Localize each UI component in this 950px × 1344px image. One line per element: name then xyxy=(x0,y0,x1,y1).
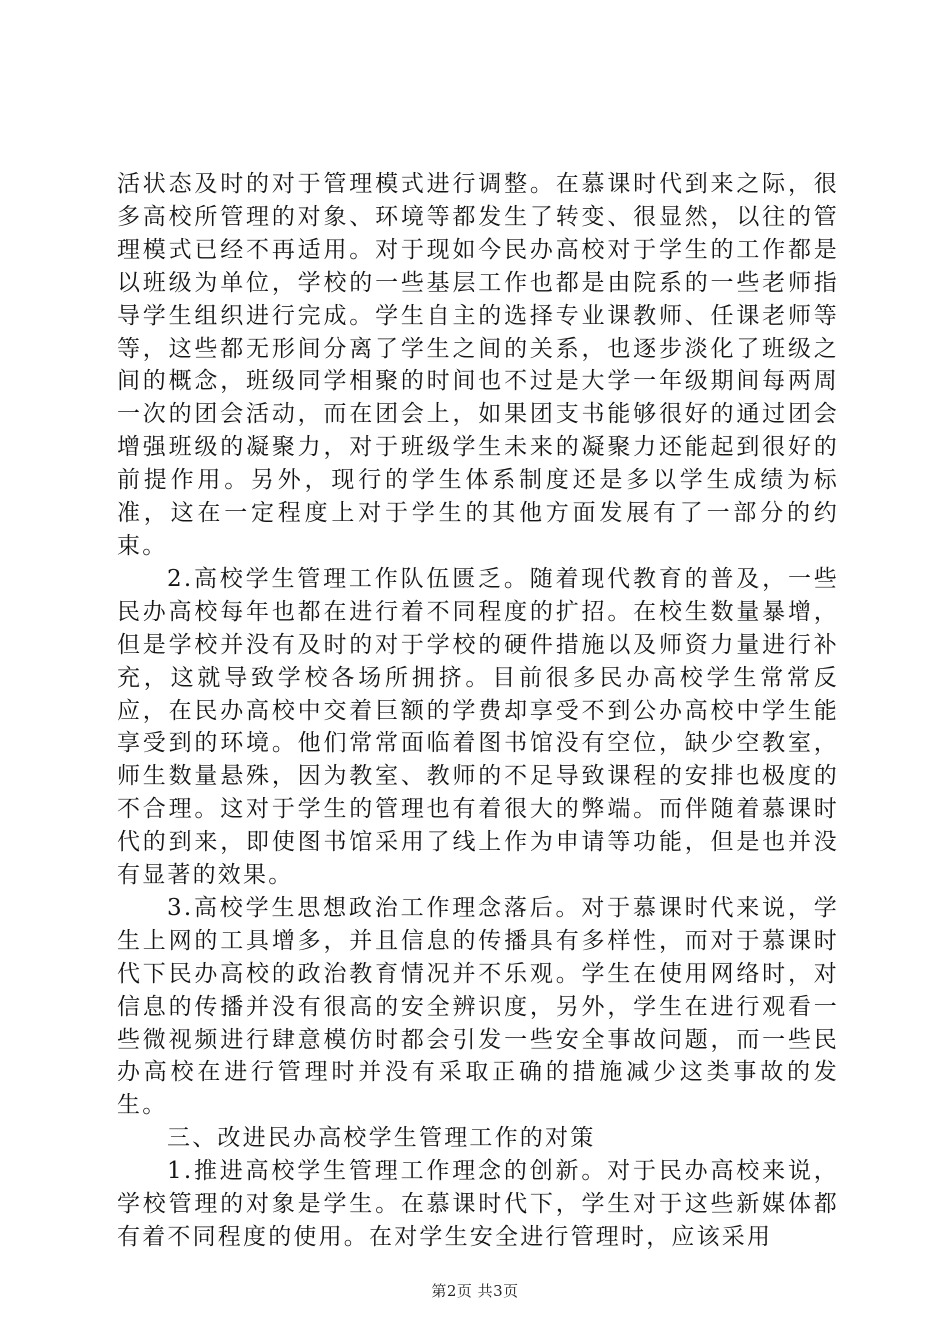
section-heading: 三、改进民办高校学生管理工作的对策 xyxy=(167,1125,596,1152)
paragraph-staff-shortage: 2.高校学生管理工作队伍匮乏。随着现代教育的普及，一些民办高校每年也都在进行着不同程度的扩招。在校生数量暴增，但是学校并没有及时的对于学校的硬件措施以及师资力量进行补充，这就导致学校各场所拥挤。目前很多民办高校学生常常反应，在民办高校中交着巨额的学费却享受不到公办高校中学生能享受到的环境。他们常常面临着图书馆没有空位，缺少空教室，师生数量悬殊，因为教室、教师的不足导致课程的安排也极度的不合理。这对于学生的管理也有着很大的弊端。而伴随着慕课时代的到来，即使图书馆采用了线上作为申请等功能，但是也并没有显著的效果。 xyxy=(117,565,839,889)
paragraph-concept-innovation: 1.推进高校学生管理工作理念的创新。对于民办高校来说，学校管理的对象是学生。在慕课时代下，学生对于这些新媒体都有着不同程度的使用。在对学生安全进行管理时，应该采用 xyxy=(117,1158,839,1250)
paragraph-continuation: 活状态及时的对于管理模式进行调整。在慕课时代到来之际，很多高校所管理的对象、环境等都发生了转变、很显然，以往的管理模式已经不再适用。对于现如今民办高校对于学生的工作都是以班级为单位，学校的一些基层工作也都是由院系的一些老师指导学生组织进行完成。学生自主的选择专业课教师、任课老师等等，这些都无形间分离了学生之间的关系，也逐步淡化了班级之间的概念，班级同学相聚的时间也不过是大学一年级期间每两周一次的团会活动，而在团会上，如果团支书能够很好的通过团会增强班级的凝聚力，对于班级学生未来的凝聚力还能起到很好的前提作用。另外，现行的学生体系制度还是多以学生成绩为标准，这在一定程度上对于学生的其他方面发展有了一部分的约束。 xyxy=(117,171,839,559)
document-body xyxy=(117,168,839,1254)
paragraph-ideology-work: 3.高校学生思想政治工作理念落后。对于慕课时代来说，学生上网的工具增多，并且信息的传播具有多样性，而对于慕课时代下民办高校的政治教育情况并不乐观。学生在使用网络时，对信息的传播并没有很高的安全辨识度，另外，学生在进行观看一些微视频进行肆意模仿时都会引发一些安全事故问题，而一些民办高校在进行管理时并没有采取正确的措施减少这类事故的发生。 xyxy=(117,894,839,1119)
page-number-footer: 第2页 共3页 xyxy=(431,1282,519,1300)
